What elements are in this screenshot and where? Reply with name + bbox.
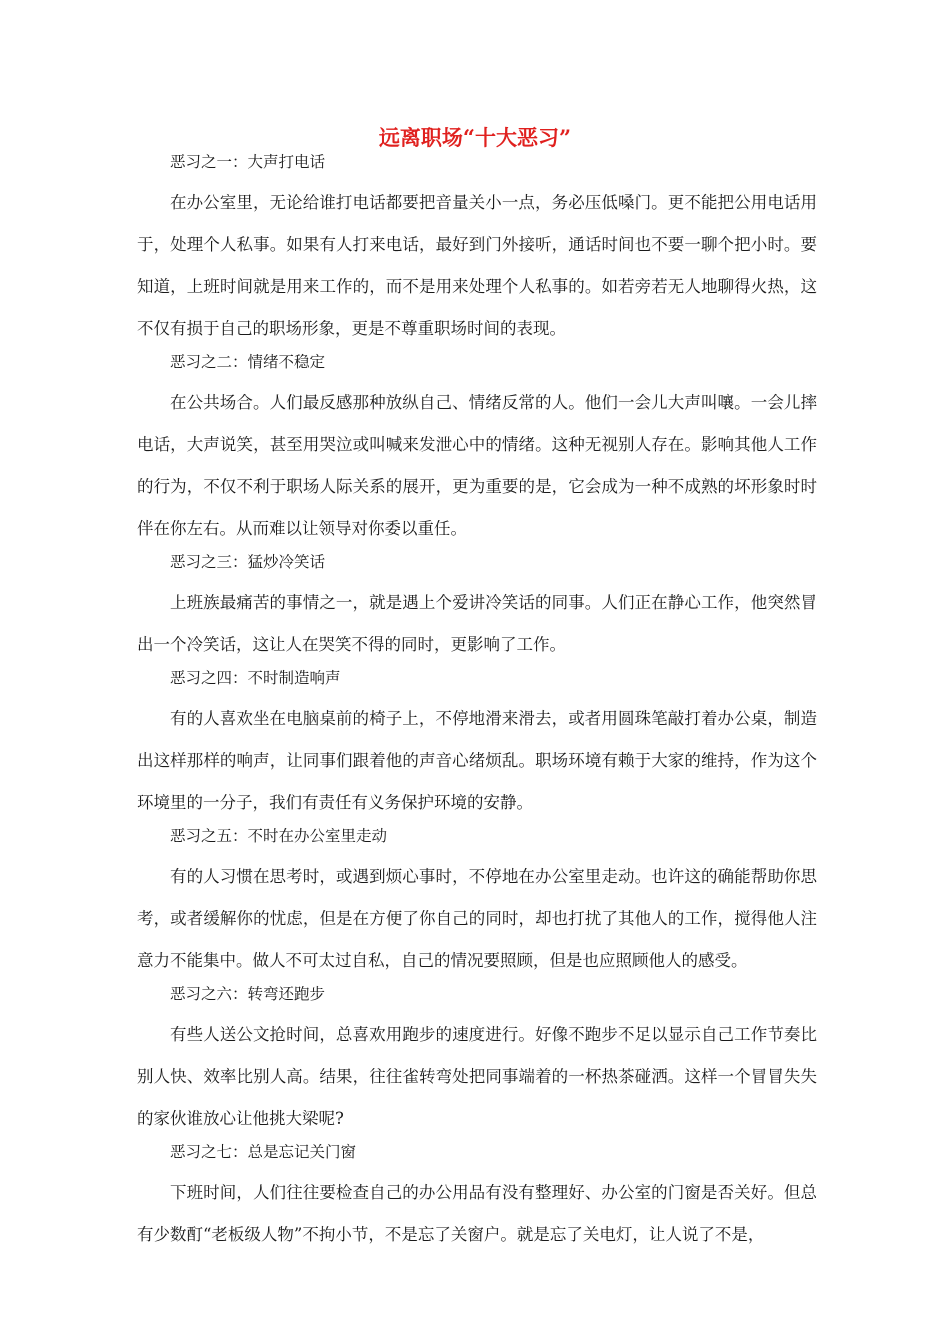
section-2 <box>137 352 817 550</box>
section-paragraph: 上班族最痛苦的事情之一，就是遇上个爱讲冷笑话的同事。人们正在静心工作，他突然冒出一个冷笑话，这让人在哭笑不得的同时，更影响了工作。 <box>137 593 817 654</box>
document-body <box>137 150 817 1258</box>
section-heading: 恶习之二：情绪不稳定 <box>170 353 326 371</box>
section-paragraph: 在办公室里，无论给谁打电话都要把音量关小一点，务必压低嗓门。更不能把公用电话用于，处理个人私事。如果有人打来电话，最好到门外接听，通话时间也不要一聊个把小时。要知道，上班时间就是用来工作的，而不是用来处理个人私事的。如若旁若无人地聊得火热，这不仅有损于自己的职场形象，更是不尊重职场时间的表现。 <box>137 193 817 338</box>
section-paragraph: 有的人习惯在思考时，或遇到烦心事时，不停地在办公室里走动。也许这的确能帮助你思考，或者缓解你的忧虑，但是在方便了你自己的同时，却也打扰了其他人的工作，搅得他人注意力不能集中。做人不可太过自私，自己的情况要照顾，但是也应照顾他人的感受。 <box>137 867 817 970</box>
section-heading: 恶习之四：不时制造响声 <box>170 669 341 687</box>
section-paragraph: 有些人送公文抢时间，总喜欢用跑步的速度进行。好像不跑步不足以显示自己工作节奏比别人快、效率比别人高。结果，往往雀转弯处把同事端着的一杯热茶碰洒。这样一个冒冒失失的家伙谁放心让他挑大梁呢? <box>137 1025 817 1128</box>
section-paragraph: 下班时间，人们往往要检查自己的办公用品有没有整理好、办公室的门窗是否关好。但总有少数酊“老板级人物”不拘小节，不是忘了关窗户。就是忘了关电灯，让人说了不是， <box>137 1183 817 1244</box>
section-heading: 恶习之五：不时在办公室里走动 <box>170 827 388 845</box>
section-7 <box>137 1142 817 1256</box>
section-1 <box>137 152 817 350</box>
section-paragraph: 在公共场合。人们最反感那种放纵自己、情绪反常的人。他们一会儿大声叫嚷。一会儿摔电话，大声说笑，甚至用哭泣或叫喊来发泄心中的情绪。这种无视别人存在。影响其他人工作的行为，不仅不利于职场人际关系的展开，更为重要的是，它会成为一种不成熟的坏形象时时伴在你左右。从而难以让领导对你委以重任。 <box>137 393 817 538</box>
section-3 <box>137 552 817 666</box>
section-heading: 恶习之七：总是忘记关门窗 <box>170 1143 357 1161</box>
section-paragraph: 有的人喜欢坐在电脑桌前的椅子上，不停地滑来滑去，或者用圆珠笔敲打着办公桌，制造出这样那样的响声，让同事们跟着他的声音心绪烦乱。职场环境有赖于大家的维持，作为这个环境里的一分子，我们有责任有义务保护环境的安静。 <box>137 709 817 812</box>
section-heading: 恶习之六：转弯还跑步 <box>170 985 326 1003</box>
document-title: 远离职场“十大恶习” <box>378 125 572 150</box>
section-4 <box>137 668 817 824</box>
section-5 <box>137 826 817 982</box>
section-heading: 恶习之一：大声打电话 <box>170 153 326 171</box>
section-heading: 恶习之三：猛炒冷笑话 <box>170 553 326 571</box>
section-6 <box>137 984 817 1140</box>
